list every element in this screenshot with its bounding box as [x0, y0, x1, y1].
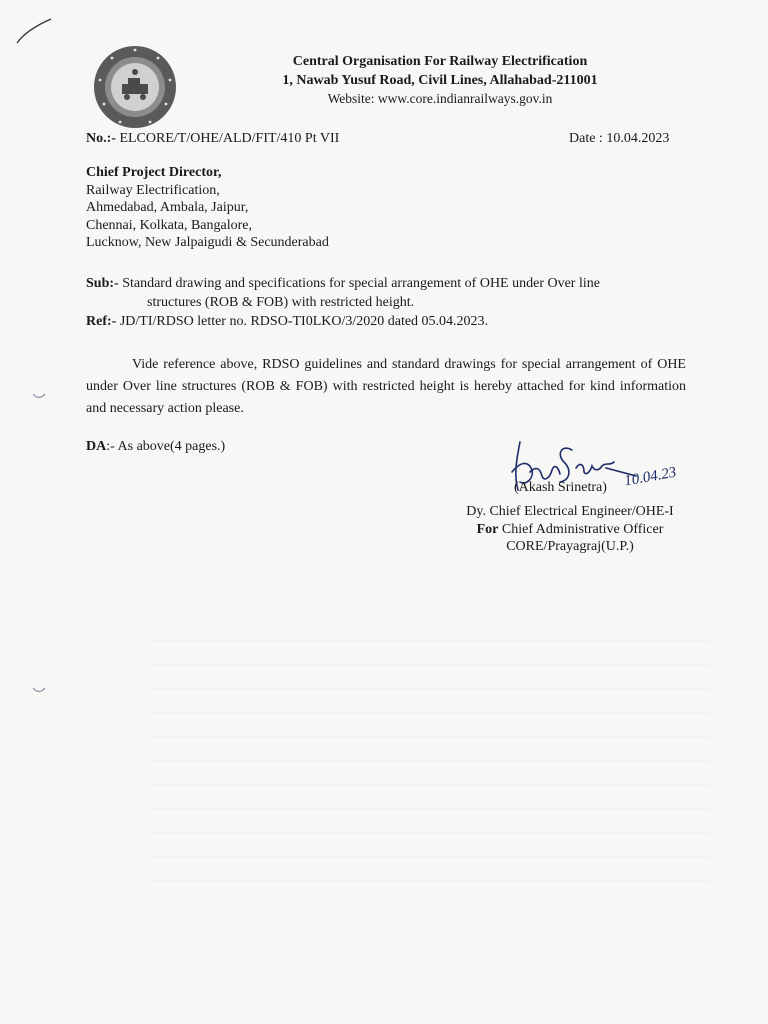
corner-pen-mark — [14, 16, 54, 46]
organisation-address: 1, Nawab Yusuf Road, Civil Lines, Allahabad-211001 — [282, 73, 598, 88]
signatory-office: CORE/Prayagraj(U.P.) — [506, 539, 634, 554]
addressee-line: Chennai, Kolkata, Bangalore, — [86, 217, 253, 233]
organisation-name: Central Organisation For Railway Electrification — [292, 54, 588, 69]
subject-text-2: structures (ROB & FOB) with restricted height. — [147, 295, 415, 310]
for-text: Chief Administrative Officer — [498, 521, 664, 537]
body-paragraph — [86, 354, 686, 420]
enclosure-label: DA — [86, 439, 107, 454]
punch-hole-mark — [32, 686, 46, 694]
addressee-line: Railway Electrification, — [86, 182, 220, 198]
reference-label: Ref:- — [86, 314, 117, 329]
bleed-through-shadow — [150, 640, 710, 900]
addressee-block — [86, 164, 329, 252]
signatory-designation: Dy. Chief Electrical Engineer/OHE-I — [466, 504, 674, 519]
signatory-name: (Akash Srinetra) — [514, 480, 607, 495]
body-text: Vide reference above, RDSO guidelines and standard drawings for special arrangement of OHE under Over line structures — [86, 357, 686, 394]
subject-line — [86, 274, 686, 312]
letter-number-label: No.:- — [86, 131, 116, 146]
addressee-title: Chief Project Director, — [86, 165, 222, 180]
addressee-line: Ahmedabad, Ambala, Jaipur, — [86, 200, 249, 215]
reference-text: JD/TI/RDSO letter no. RDSO-TI0LKO/3/2020 dated 05.04.2023. — [116, 314, 489, 329]
for-label: For — [476, 521, 499, 537]
signature-block — [440, 503, 700, 556]
letter-number — [86, 131, 339, 147]
enclosure-text: :- As above(4 pages.) — [106, 439, 226, 454]
reference-line — [86, 314, 686, 330]
letter-number-value: ELCORE/T/OHE/ALD/FIT/410 Pt VII — [115, 131, 340, 146]
subject-label: Sub:- — [86, 276, 119, 291]
body-text: with restricted height is hereby attached for kind information and necessary action please. — [86, 379, 687, 416]
addressee-line: Lucknow, New Jalpaigudi & Secunderabad — [86, 235, 329, 250]
subject-text-1: Standard drawing and specifications for special arrangement of OHE under Over line — [118, 276, 600, 291]
punch-hole-mark — [32, 392, 46, 400]
enclosure-line — [86, 439, 225, 455]
letter-date: Date : 10.04.2023 — [569, 131, 670, 146]
signature-date: 10.04.23 — [623, 464, 678, 490]
body-bold-text: (ROB & FOB) — [241, 379, 328, 394]
on-behalf-line — [440, 521, 700, 539]
organisation-website: Website: www.core.indianrailways.gov.in — [327, 91, 553, 106]
indian-railways-logo — [92, 44, 178, 130]
